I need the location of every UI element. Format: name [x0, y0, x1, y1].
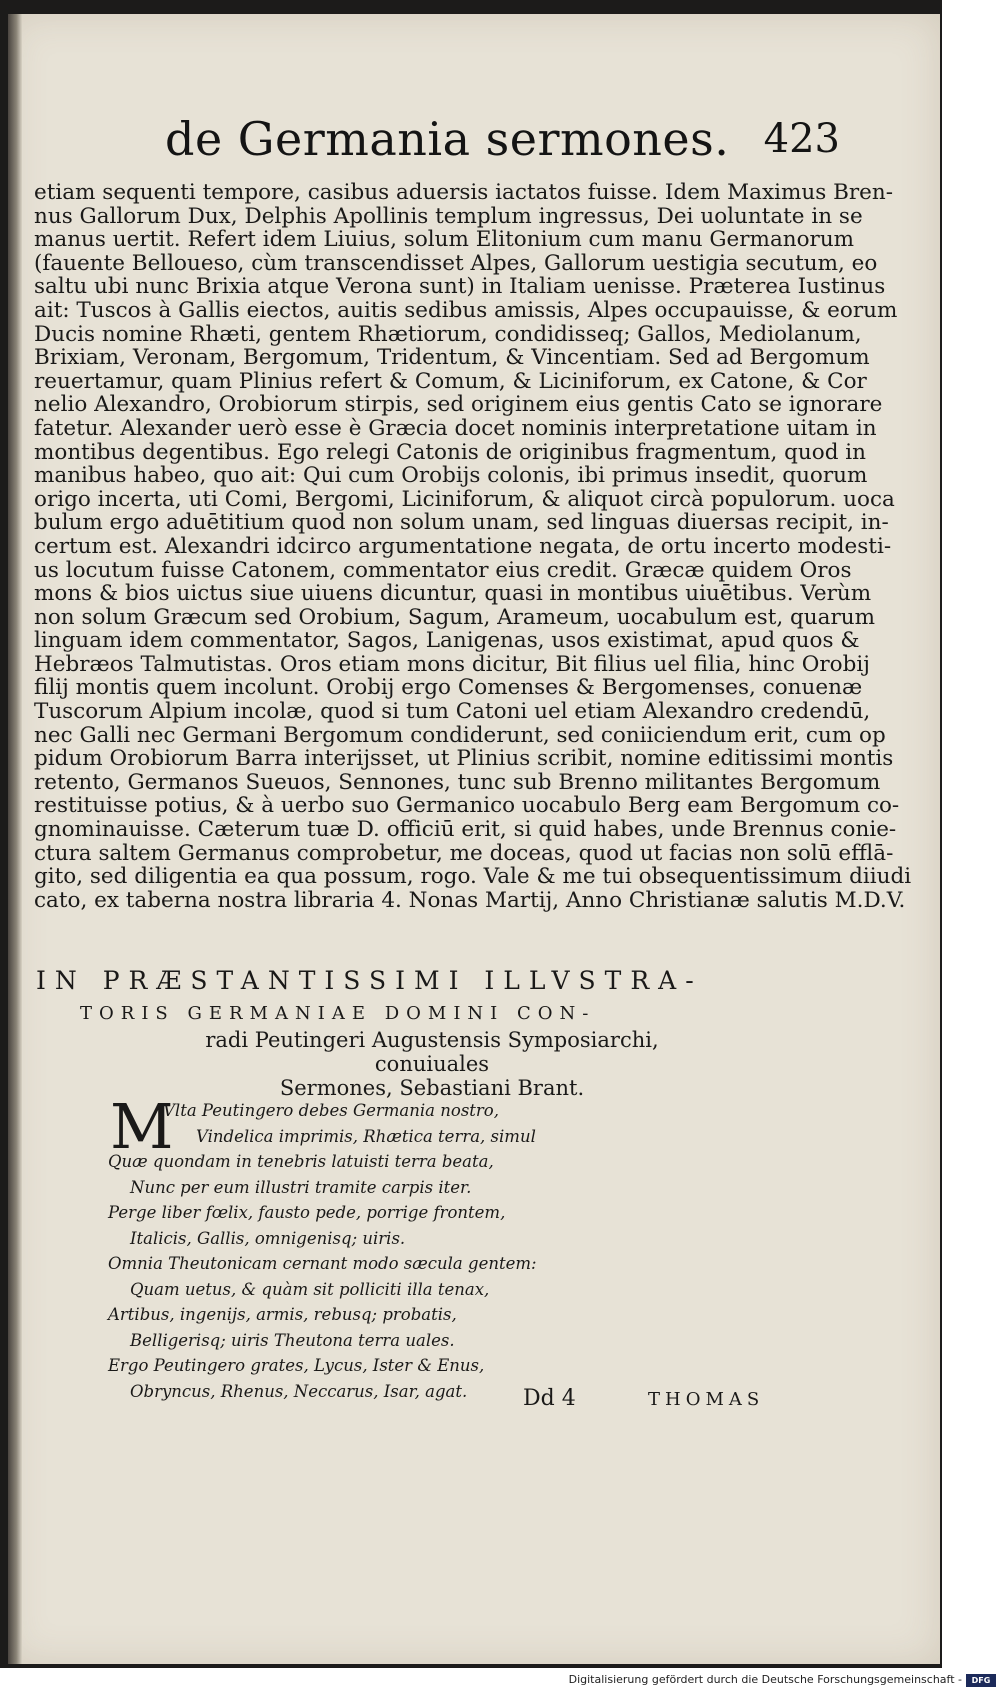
text-line: Tuscorum Alpium incolæ, quod si tum Catoni uel etiam Alexandro credendū, [34, 699, 871, 725]
digitization-credit: Digitalisierung gefördert durch die Deutsche Forschungsgemeinschaft - [568, 1673, 962, 1686]
poem-line: Nunc per eum illustri tramite carpis iter. [130, 1177, 472, 1197]
text-line: retento, Germanos Sueuos, Sennones, tunc sub Brenno militantes Bergomum [34, 769, 881, 795]
section-heading-line4: Sermones, Sebastiani Brant. [279, 1076, 585, 1100]
text-line: (fauente Belloueso, cùm transcendisset Alpes, Gallorum uestigia secutum, eo [34, 250, 878, 276]
poem-dropcap: M [110, 1090, 174, 1163]
text-line: gnominauisse. Cæterum tuæ D. officiū erit, si quid habes, unde Brennus conie- [34, 817, 897, 843]
text-line: ctura saltem Germanus comprobetur, me doceas, quod ut facias non solū efflā- [34, 840, 894, 866]
text-line: pidum Orobiorum Barra interijsset, ut Plinius scribit, nomine editissimi montis [34, 746, 894, 772]
poem-line: Italicis, Gallis, omnigenisq; uiris. [130, 1228, 406, 1248]
text-line: Hebræos Talmutistas. Oros etiam mons dicitur, Bit filius uel filia, hinc Orobij [34, 651, 870, 677]
text-line: saltu ubi nunc Brixia atque Verona sunt) in Italiam uenisse. Præterea Iustinus [34, 274, 886, 300]
text-line: Brixiam, Veronam, Bergomum, Tridentum, & Vincentiam. Sed ad Bergomum [34, 345, 870, 371]
page-number: 423 [763, 116, 840, 162]
poem-line: Omnia Theutonicam cernant modo sæcula gentem: [108, 1254, 537, 1273]
poem [108, 1090, 548, 1404]
text-line: nec Galli nec Germani Bergomum condiderunt, sed coniiciendum erit, cum op [34, 722, 886, 748]
text-line: non solum Græcum sed Orobium, Sagum, Arameum, uocabulum est, quarum [34, 604, 875, 630]
text-line: linguam idem commentator, Sagos, Lanigenas, usos existimat, apud quos & [34, 628, 860, 654]
text-line: reuertamur, quam Plinius refert & Comum, & Liciniforum, ex Catone, & Cor [34, 368, 867, 394]
text-line: cato, ex taberna nostra libraria 4. Nonas Martij, Anno Christianæ salutis M.D.V. [34, 887, 906, 913]
section-heading-line2: TORIS GERMANIAE DOMINI CON- [80, 1003, 596, 1024]
text-line: manus uertit. Refert idem Liuius, solum Elitonium cum manu Germanorum [34, 227, 855, 253]
text-line: nus Gallorum Dux, Delphis Apollinis templum ingressus, Dei uoluntate in se [34, 203, 863, 229]
poem-line: Vlta Peutingero debes Germania nostro, [163, 1101, 499, 1120]
text-line: Ducis nomine Rhæti, gentem Rhætiorum, condidisseq; Gallos, Mediolanum, [34, 321, 862, 347]
catchword: THOMAS [648, 1389, 765, 1410]
running-title: de Germania sermones. [165, 112, 730, 166]
letter-text [34, 180, 912, 913]
text-line: restituisse potius, & à uerbo suo Germanico uocabulo Berg eam Bergomum co- [34, 793, 900, 819]
poem-line: Artibus, ingenijs, armis, rebusq; probatis, [108, 1305, 457, 1324]
poem-line: Quam uetus, & quàm sit polliciti illa tenax, [130, 1279, 490, 1299]
page-header [165, 112, 840, 172]
text-line: mons & bios uictus siue uiuens dicuntur, quasi in montibus uiuētibus. Verùm [34, 581, 872, 607]
text-line: montibus degentibus. Ego relegi Catonis de originibus fragmentum, quod in [34, 439, 867, 465]
text-line: nelio Alexandro, Orobiorum stirpis, sed originem eius gentis Cato se ignorare [34, 392, 883, 418]
poem-line: Belligerisq; uiris Theutona terra uales. [130, 1330, 455, 1350]
text-line: origo incerta, uti Comi, Bergomi, Liciniforum, & aliquot circà populorum. uoca [34, 486, 895, 512]
poem-line: Vindelica imprimis, Rhætica terra, simul [196, 1126, 536, 1146]
page-gutter-edge [8, 14, 22, 1664]
text-line: etiam sequenti tempore, casibus aduersis iactatos fuisse. Idem Maximus Bren- [34, 180, 893, 205]
text-line: ait: Tuscos à Gallis eiectos, auitis sedibus amissis, Alpes occupauisse, & eorum [34, 297, 898, 323]
text-line: gito, sed diligentia ea qua possum, rogo. Vale & me tui obsequentissimum diiudi [34, 864, 912, 890]
text-line: filij montis quem incolunt. Orobij ergo Comenses & Bergomenses, conuenæ [34, 675, 863, 701]
text-line: fatetur. Alexander uerò esse è Græcia docet nominis interpretatione uitam in [34, 415, 877, 441]
text-line: manibus habeo, quo ait: Qui cum Orobijs colonis, ibi primus insedit, quorum [34, 463, 868, 489]
poem-line: Quæ quondam in tenebris latuisti terra beata, [108, 1152, 494, 1171]
section-heading-line1: IN PRÆSTANTISSIMI ILLVSTRA- [36, 966, 703, 995]
text-line: certum est. Alexandri idcirco argumentatione negata, de ortu incerto modesti- [34, 533, 892, 559]
text-line: us locutum fuisse Catonem, commentator eius credit. Græcæ quidem Oros [34, 557, 852, 583]
text-line: bulum ergo aduētitium quod non solum unam, sed linguas diuersas recipit, in- [34, 510, 889, 536]
poem-line: Perge liber fœlix, fausto pede, porrige frontem, [108, 1203, 506, 1222]
poem-line: Ergo Peutingero grates, Lycus, Ister & Enus, [108, 1356, 485, 1375]
signature-mark: Dd 4 [523, 1386, 576, 1411]
poem-line: Obryncus, Rhenus, Neccarus, Isar, agat. [130, 1381, 468, 1401]
section-heading-subtitle [152, 1028, 712, 1100]
dfg-logo: DFG [966, 1674, 996, 1687]
section-heading-line3: radi Peutingeri Augustensis Symposiarchi, conuiuales [205, 1028, 659, 1076]
